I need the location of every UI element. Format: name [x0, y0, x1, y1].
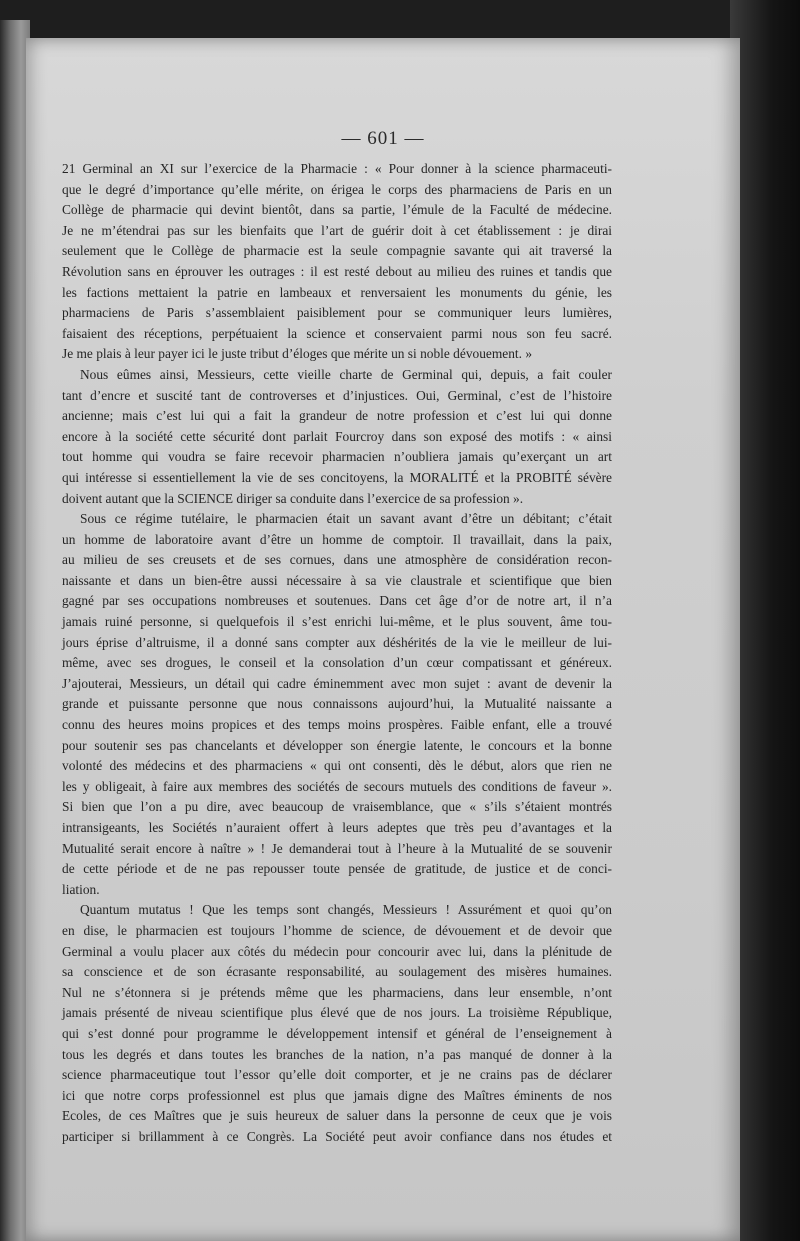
text-line: Germinal a voulu placer aux côtés du médecin pour concourir avec lui, dans la plénitude de: [62, 943, 612, 959]
text-line: Je ne m’étendrai pas sur les bienfaits que l’art de guérir doit à cet établissement : je dirai: [62, 222, 612, 238]
text-line: les factions mettaient la patrie en lambeaux et renversaient les monuments du génie, les: [62, 284, 612, 300]
text-line: les y obligeait, à faire aux membres des sociétés de secours mutuels des conditions de faveur ».: [62, 778, 612, 794]
text-line: participer si brillamment à ce Congrès. La Société peut avoir confiance dans nos études et: [62, 1128, 612, 1144]
text-line: jamais présenté de niveau scientifique plus élevé que de nos jours. La troisième République,: [62, 1005, 612, 1021]
text-line: un homme de laboratoire avant d’être un homme de comptoir. Il travaillait, dans la paix,: [62, 531, 612, 547]
text-line: tous les degrés et dans toutes les branches de la nation, n’a pas manqué de donner à la: [62, 1046, 612, 1062]
text-line: Quantum mutatus ! Que les temps sont changés, Messieurs ! Assurément et quoi qu’on: [80, 902, 612, 918]
text-line: seulement que le Collège de pharmacie est la seule compagnie savante qui ait traversé la: [62, 243, 612, 259]
text-line: Si bien que l’on a pu dire, avec beaucoup de vraisemblance, que « s’ils s’étaient montrés: [62, 799, 612, 815]
text-line: Nul ne s’étonnera si je prétends même que les pharmaciens, dans leur ensemble, n’ont: [62, 984, 612, 1000]
text-line: Mutualité serait encore à naître » ! Je demanderai tout à l’heure à la Mutualité de se souvenir: [62, 840, 612, 856]
text-line: encore à la société cette sécurité dont parlait Fourcroy dans son exposé des motifs : « ainsi: [62, 428, 612, 444]
text-line: pour soutenir ses pas chancelants et développer son énergie latente, le concours et la bonne: [62, 737, 612, 753]
text-line: en dise, le pharmacien est toujours l’homme de science, de dévouement et de devoir que: [62, 922, 612, 938]
text-line: Sous ce régime tutélaire, le pharmacien était un savant avant d’être un débitant; c’était: [80, 511, 612, 527]
text-line: même, avec ses drogues, le conseil et la consolation d’un cœur compatissant et généreux.: [62, 655, 612, 671]
text-line: 21 Germinal an XI sur l’exercice de la Pharmacie : « Pour donner à la science pharmaceuti-: [62, 161, 612, 176]
text-line: jours éprise d’altruisme, il a donné sans compter aux déshérités de la vie le meilleur de lui-: [62, 634, 612, 650]
page-number: — 601 —: [341, 128, 425, 149]
text-line: connu des heures moins propices et des temps moins prospères. Faible enfant, elle a trouvé: [62, 717, 612, 733]
text-line: J’ajouterai, Messieurs, un détail qui cadre éminemment avec mon sujet : avant de devenir la: [62, 675, 612, 691]
text-line: qui intéresse si essentiellement la vie de ses concitoyens, la MORALITÉ et la PROBITÉ sévère: [62, 469, 612, 485]
text-line: ancienne; mais c’est lui qui a fait la grandeur de notre profession et c’est lui qui donne: [62, 408, 612, 424]
text-line: volonté des médecins et des pharmaciens « qui ont consenti, dès le début, alors que rien ne: [62, 758, 612, 774]
book-page: [26, 38, 740, 1241]
text-line: intransigeants, les Sociétés n’auraient offert à leurs adeptes que très peu d’avantages et la: [62, 820, 612, 835]
text-line: faisaient des réceptions, perpétuaient la science et conservaient parmi nous son feu sacré.: [62, 325, 612, 341]
text-line: Nous eûmes ainsi, Messieurs, cette vieille charte de Germinal qui, depuis, a fait couler: [80, 366, 612, 382]
text-line: tant d’encre et suscité tant de controverses et d’injustices. Oui, Germinal, c’est de l’histoire: [62, 387, 612, 403]
text-line: Révolution sans en éprouver les outrages : il est resté debout au milieu des ruines et tandis que: [62, 263, 612, 279]
text-line: naissante et dans un bien-être aussi nécessaire à sa vie claustrale et scientifique que bien: [62, 572, 612, 588]
text-line: jamais ruiné personne, si quelquefois il s’est enrichi lui-même, et le plus souvent, âme tou-: [62, 614, 612, 630]
text-line: tout homme qui voudra se faire recevoir pharmacien n’oubliera jamais qu’exerçant un art: [62, 449, 612, 465]
text-line: doivent autant que la SCIENCE diriger sa conduite dans l’exercice de sa profession ».: [62, 490, 524, 506]
text-line: au milieu de ses creusets et de ses cornues, dans une atmosphère de considération recon-: [62, 552, 612, 568]
text-line: de cette période et de ne pas repousser toute pensée de gratitude, de justice et de conci-: [62, 861, 612, 877]
text-line: que le degré d’importance qu’elle mérite, on érigea le corps des pharmaciens de Paris en un: [62, 181, 612, 197]
text-line: ici que notre corps professionnel est plus que jamais digne des Maîtres éminents de nos: [62, 1087, 612, 1103]
text-line: sa conscience et de son écrasante responsabilité, au soulagement des misères humaines.: [62, 964, 612, 980]
text-line: qui s’est donné pour programme le développement intensif et général de l’enseignement à: [62, 1025, 612, 1041]
text-line: liation.: [62, 881, 100, 897]
text-line: grande et puissante personne que nous connaissons aujourd’hui, la Mutualité naissante a: [62, 696, 612, 712]
text-line: Je me plais à leur payer ici le juste tribut d’éloges que mérite un si noble dévouement. »: [62, 346, 533, 362]
text-line: pharmaciens de Paris s’assemblaient paisiblement pour se communiquer leurs lumières,: [62, 305, 612, 321]
text-line: gagné par ses occupations nombreuses et soutenues. Dans cet âge d’or de notre art, il n’a: [62, 593, 612, 609]
text-line: science pharmaceutique tout l’essor qu’elle doit comporter, et je ne crains pas de déclarer: [62, 1067, 612, 1083]
scan-background: [730, 0, 800, 1241]
text-line: Collège de pharmacie qui devint bientôt, dans sa partie, l’émule de la Faculté de médecine.: [62, 202, 612, 218]
text-line: Ecoles, de ces Maîtres que je suis heureux de saluer dans la personne de ceux que je vois: [62, 1108, 612, 1124]
body-text: [62, 159, 612, 1148]
